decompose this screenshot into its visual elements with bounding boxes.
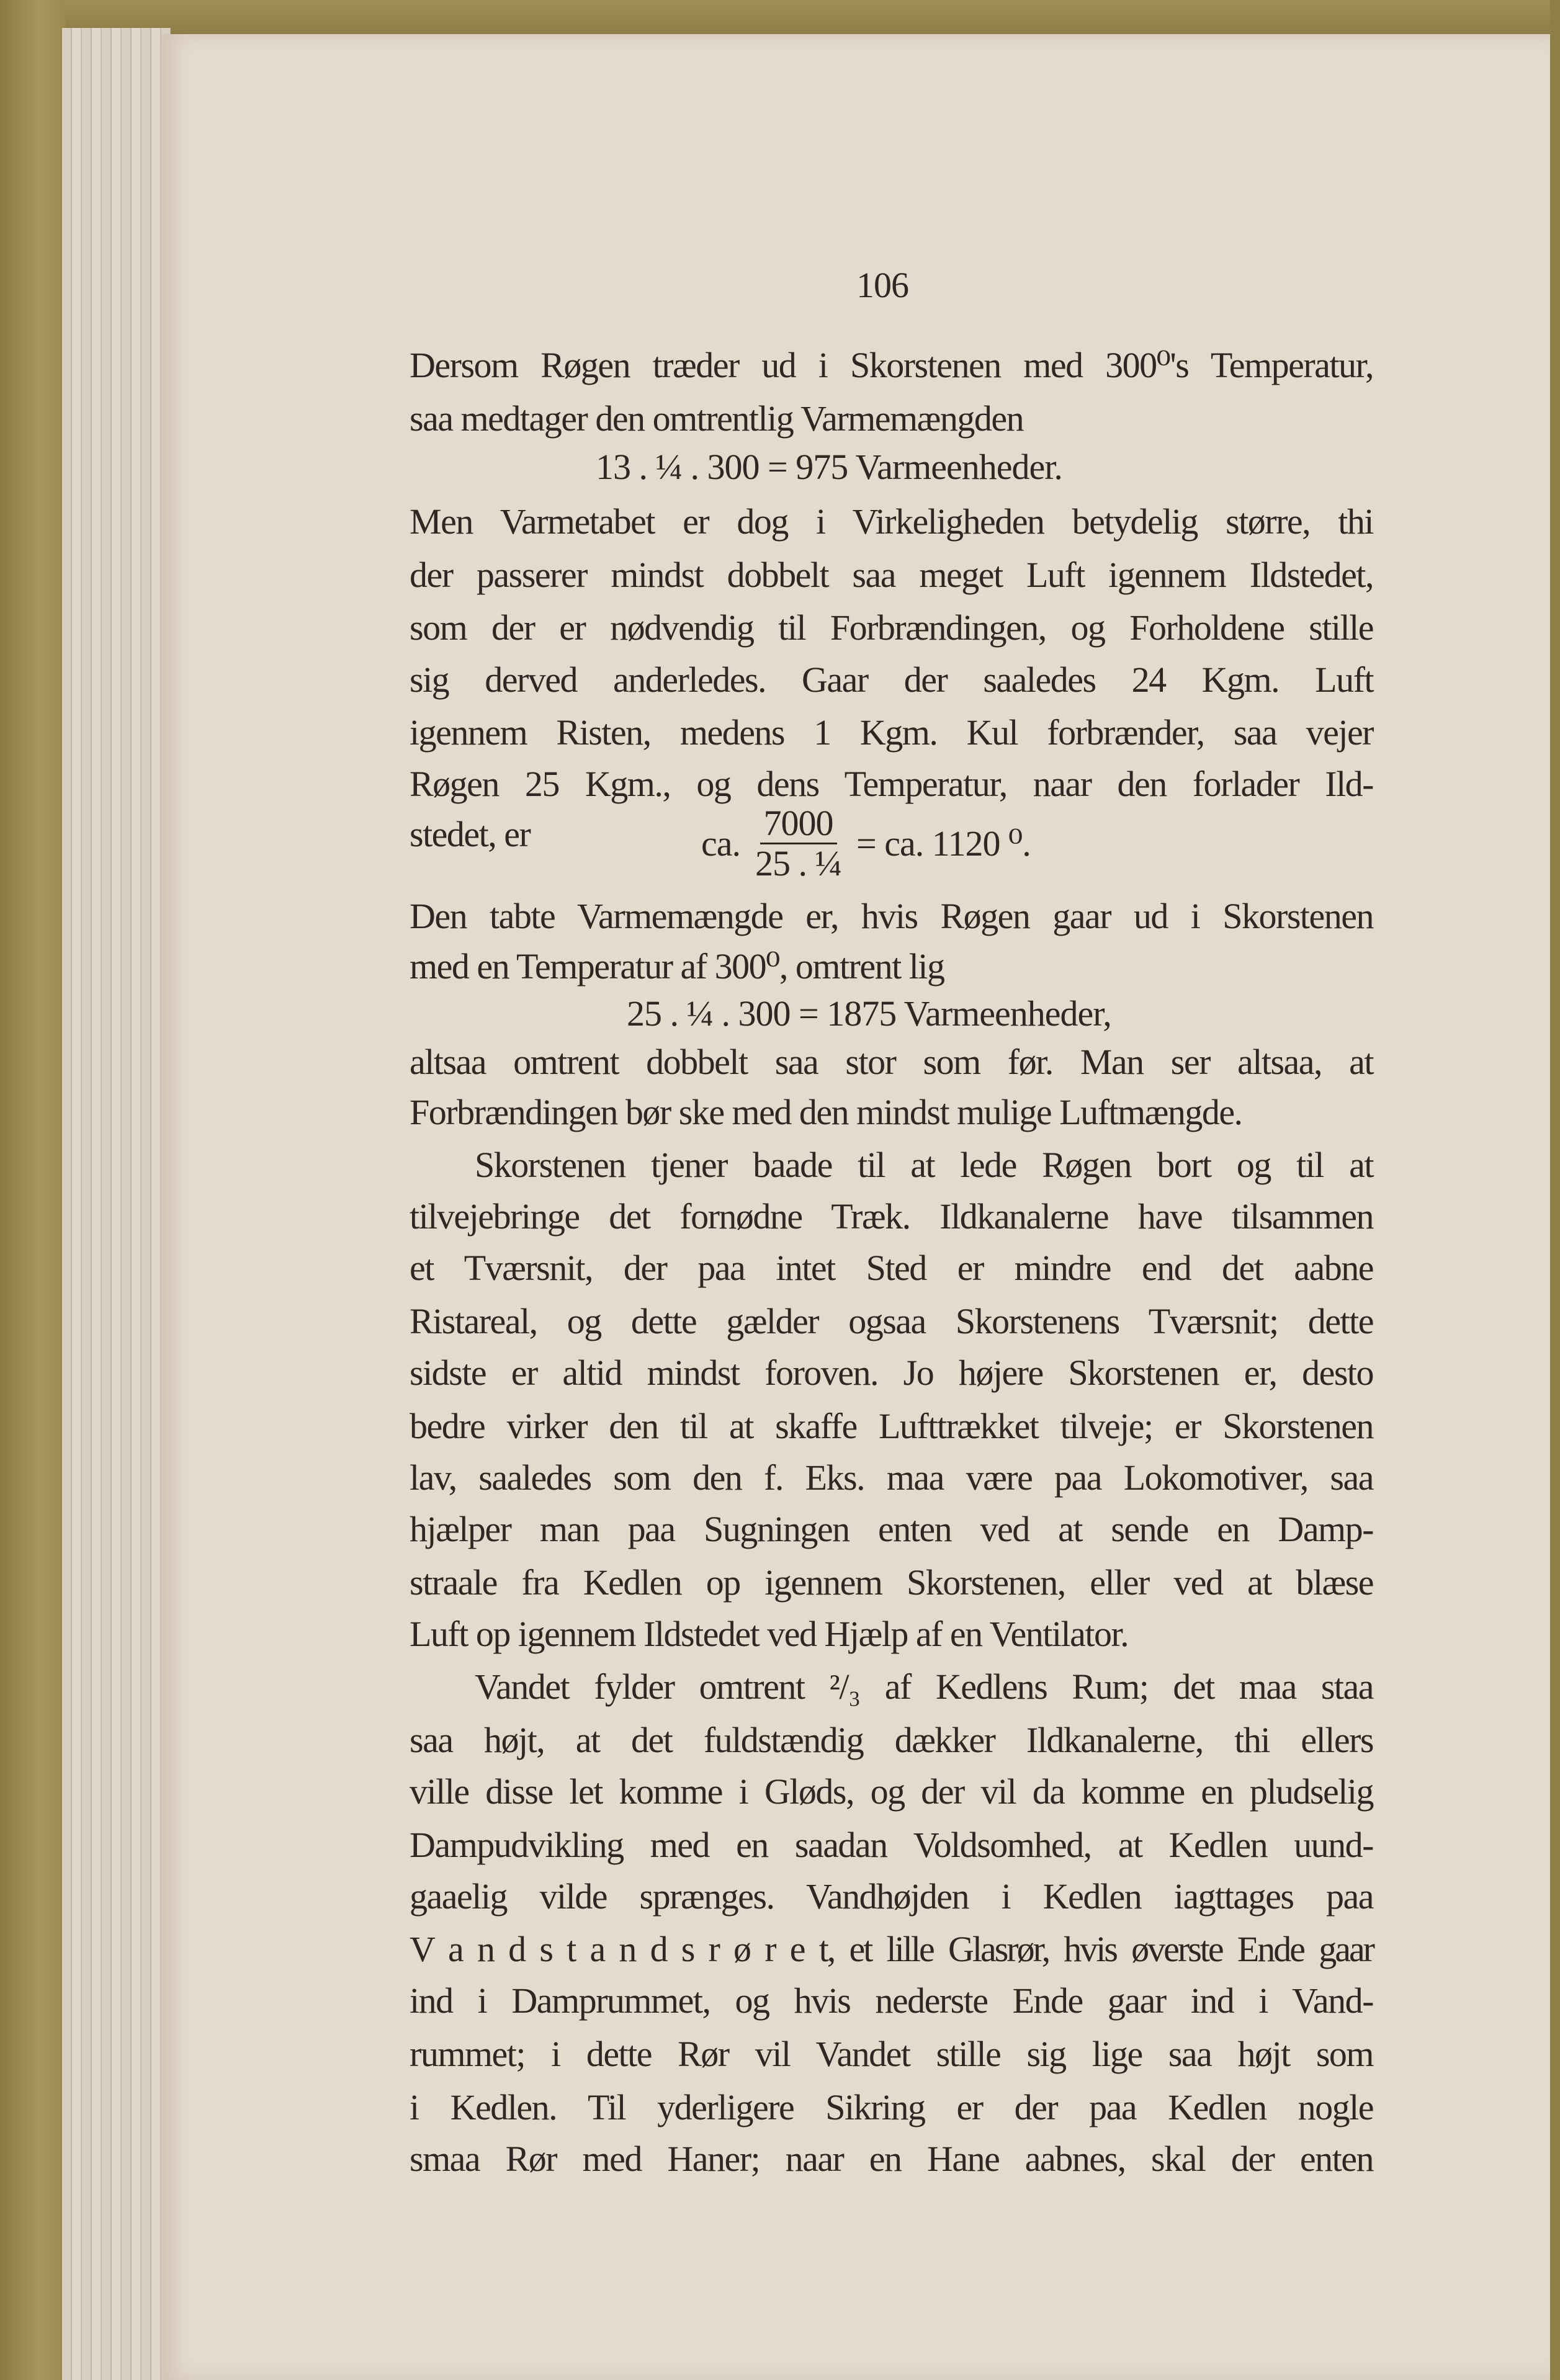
text-line: Den tabte Varmemængde er, hvis Røgen gaar ud i Skorstenen — [410, 896, 1373, 936]
text-line: ville disse let komme i Gløds, og der vil da komme en pludselig — [410, 1771, 1373, 1812]
text-line: der passerer mindst dobbelt saa meget Luft igennem Ildstedet, — [410, 555, 1373, 595]
equation-line: 25 . ¼ . 300 = 1875 Varmeenheder, — [627, 993, 1111, 1034]
text-line: Røgen 25 Kgm., og dens Temperatur, naar den forlader Ild- — [410, 764, 1373, 804]
text-line: smaa Rør med Haner; naar en Hane aabnes, skal der enten — [410, 2139, 1373, 2179]
text-line: ind i Damprummet, og hvis nederste Ende gaar ind i Vand- — [410, 1980, 1373, 2021]
fraction-prefix: ca. — [701, 823, 740, 864]
text-line: et Tværsnit, der paa intet Sted er mindre end det aabne — [410, 1248, 1373, 1288]
text-line: lav, saaledes som den f. Eks. maa være paa Lokomotiver, saa — [410, 1457, 1373, 1498]
book-cover-top-edge — [0, 0, 1560, 37]
text-line: saa medtager den omtrentlig Varmemængden — [410, 398, 1024, 439]
text-line: gaaelig vilde sprænges. Vandhøjden i Kedlen iagttages paa — [410, 1876, 1373, 1917]
book-cover-right-edge — [1550, 0, 1560, 2380]
text-line: Ristareal, og dette gælder ogsaa Skorstenens Tværsnit; dette — [410, 1301, 1373, 1341]
equation-line: 13 . ¼ . 300 = 975 Varmeenheder. — [596, 447, 1062, 487]
fraction-result: = ca. 1120 ⁰. — [856, 823, 1031, 864]
text-line: saa højt, at det fuldstændig dækker Ildkanalerne, thi ellers — [410, 1720, 1373, 1760]
text-line: Men Varmetabet er dog i Virkeligheden betydelig større, thi — [410, 501, 1373, 542]
text-line: stedet, er — [410, 814, 531, 854]
text-line: V a n d s t a n d s r ø r e t, et lille Glasrør, hvis øverste Ende gaar — [410, 1929, 1373, 1969]
text-line: hjælper man paa Sugningen enten ved at sende en Damp- — [410, 1509, 1373, 1549]
page-stack-edges — [62, 28, 171, 2380]
text-line: Vandet fylder omtrent ²/₃ af Kedlens Rum; det maa staa — [475, 1666, 1373, 1707]
fraction-equation — [701, 804, 1031, 883]
fraction — [751, 804, 845, 883]
text-line: Dersom Røgen træder ud i Skorstenen med 300⁰'s Temperatur, — [410, 345, 1373, 385]
text-line: altsaa omtrent dobbelt saa stor som før. Man ser altsaa, at — [410, 1042, 1373, 1082]
page-number: 106 — [856, 265, 908, 305]
text-line: tilvejebringe det fornødne Træk. Ildkanalerne have tilsammen — [410, 1196, 1373, 1237]
fraction-numerator: 7000 — [760, 804, 837, 844]
text-line: med en Temperatur af 300⁰, omtrent lig — [410, 946, 944, 986]
book-cover-left-edge — [0, 0, 65, 2380]
fraction-denominator: 25 . ¼ — [755, 843, 841, 884]
text-line: Skorstenen tjener baade til at lede Røgen bort og til at — [475, 1145, 1373, 1185]
text-line: som der er nødvendig til Forbrændingen, og Forholdene stille — [410, 607, 1373, 648]
text-line: straale fra Kedlen op igennem Skorstenen, eller ved at blæse — [410, 1562, 1373, 1603]
text-line: sig derved anderledes. Gaar der saaledes 24 Kgm. Luft — [410, 660, 1373, 700]
text-line: igennem Risten, medens 1 Kgm. Kul forbrænder, saa vejer — [410, 712, 1373, 753]
text-line: Dampudvikling med en saadan Voldsomhed, at Kedlen uund- — [410, 1825, 1373, 1865]
text-line: sidste er altid mindst foroven. Jo højere Skorstenen er, desto — [410, 1353, 1373, 1393]
text-line: rummet; i dette Rør vil Vandet stille sig lige saa højt som — [410, 2034, 1373, 2074]
text-line: bedre virker den til at skaffe Lufttrækket tilveje; er Skorstenen — [410, 1406, 1373, 1446]
text-line: i Kedlen. Til yderligere Sikring er der paa Kedlen nogle — [410, 2087, 1373, 2127]
text-line: Forbrændingen bør ske med den mindst mulige Luftmængde. — [410, 1092, 1242, 1132]
text-line: Luft op igennem Ildstedet ved Hjælp af en Ventilator. — [410, 1614, 1129, 1654]
